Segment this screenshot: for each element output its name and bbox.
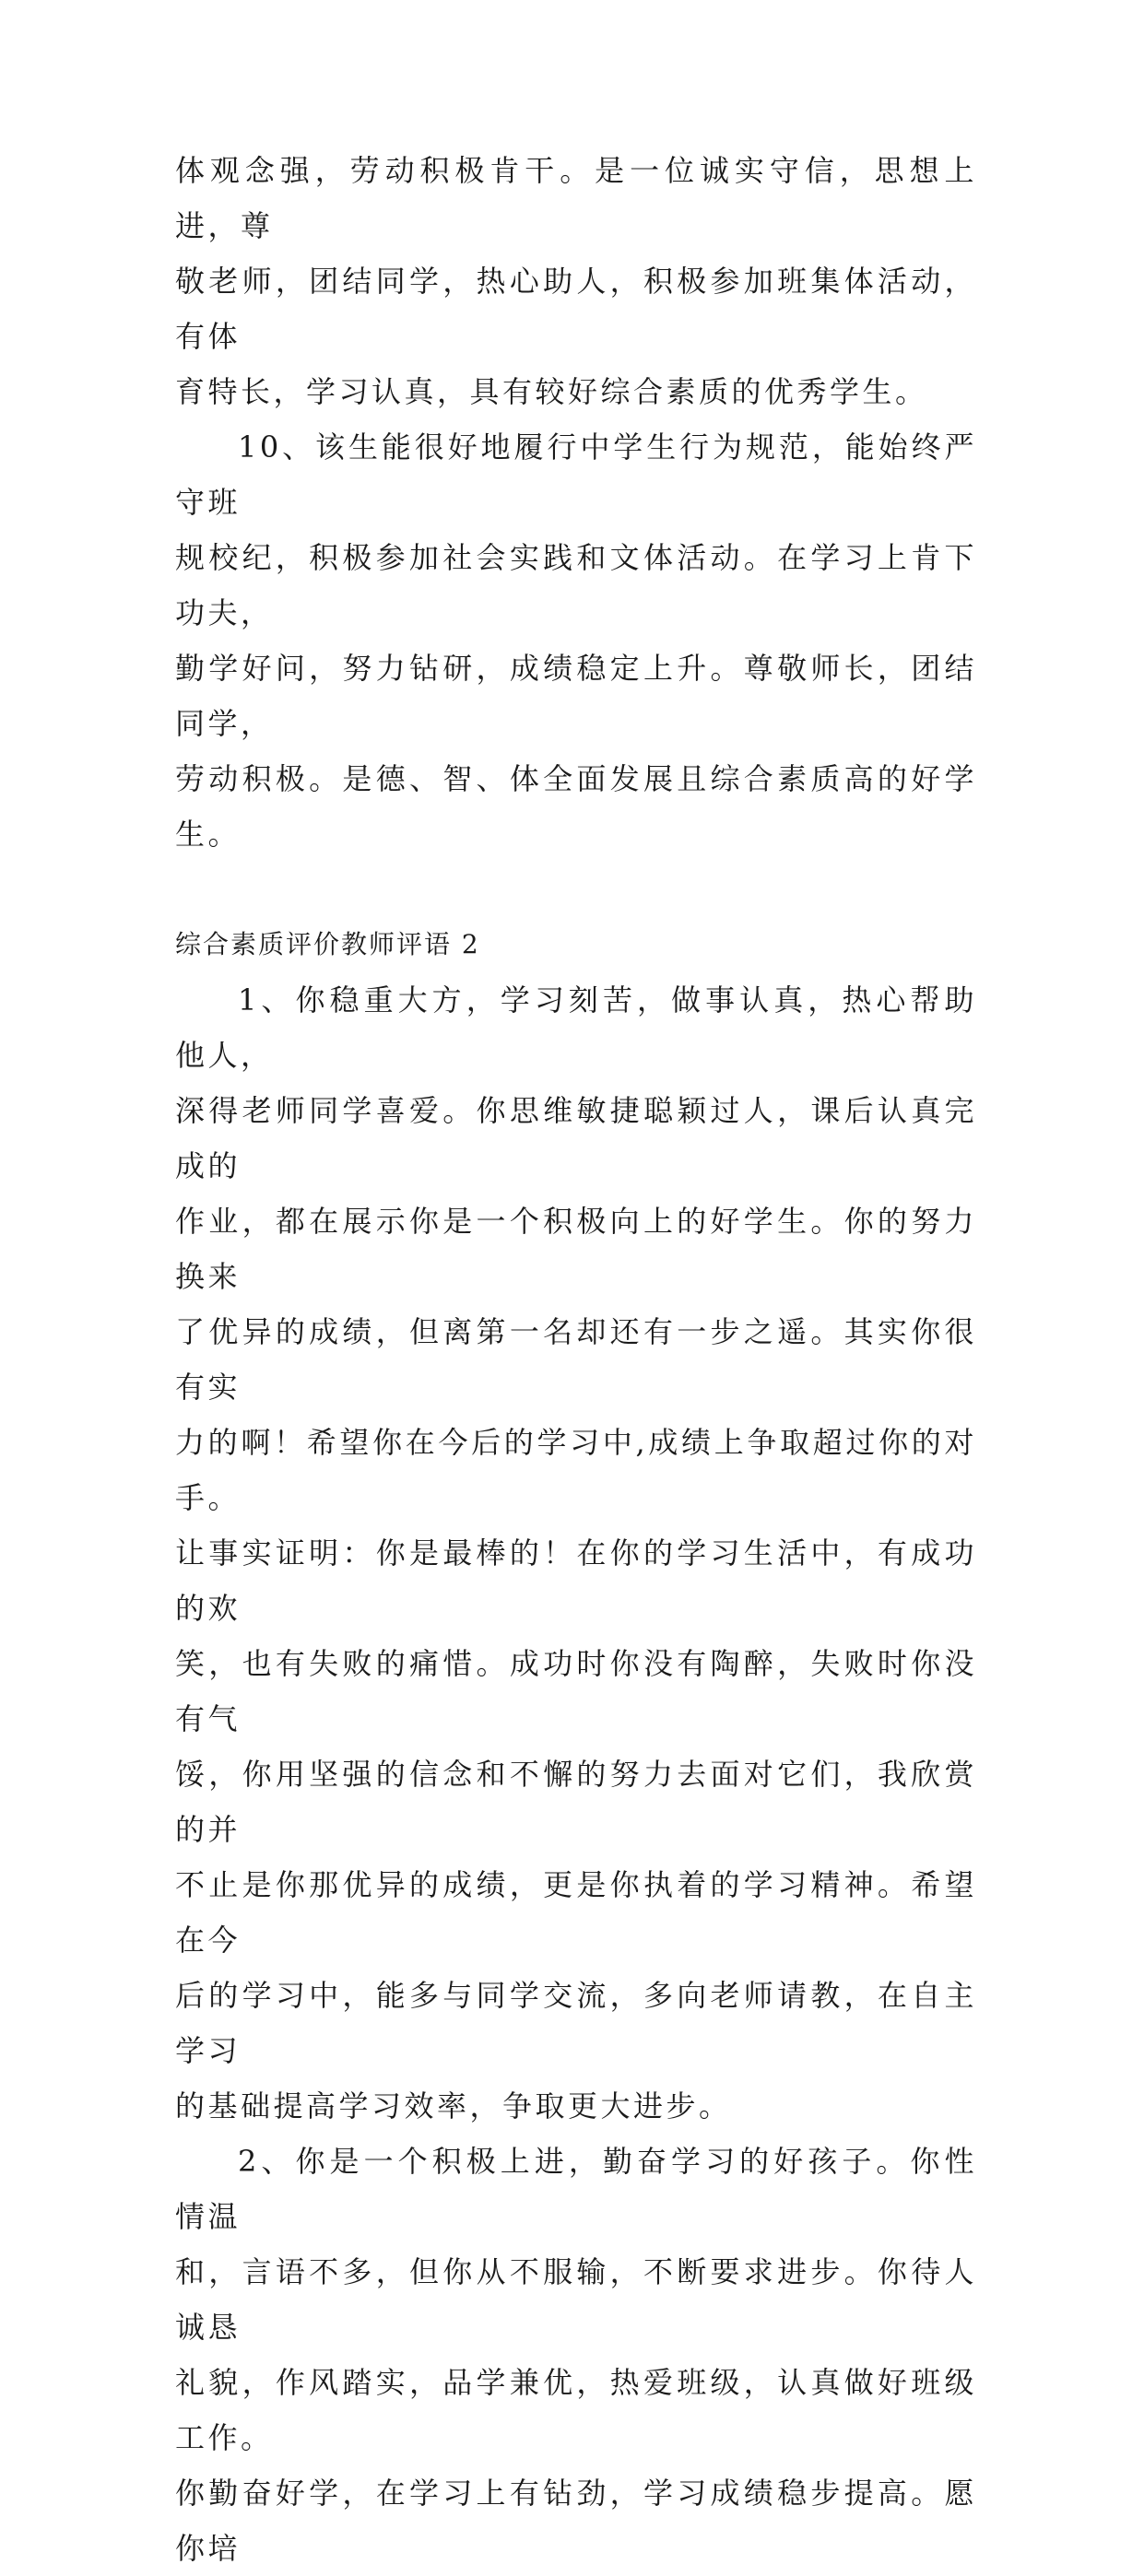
document-page [175, 143, 977, 2576]
section-heading: 综合素质评价教师评语 2 [175, 929, 480, 959]
paragraph-intro-continuation: 体观念强，劳动积极肯干。是一位诚实守信，思想上进，尊 敬老师，团结同学，热心助人，积极参加班集体活动，有体 育特长，学习认真，具有较好综合素质的优秀学生。 [175, 153, 977, 409]
paragraph-item-1: 1、你稳重大方，学习刻苦，做事认真，热心帮助他人， 深得老师同学喜爱。你思维敏捷聪颖过人，课后认真完成的 作业，都在展示你是一个积极向上的好学生。你的努力换来 了优异的成绩，但离第一名却还有一步之遥。其实你很有实 力的啊！希望你在今后的学习中,成绩上争取超过你的对手。 让事实证明：你是最棒的！在你的学习生活中，有成功的欢 笑，也有失败的痛惜。成功时你没有陶醉，失败时你没有气 馁，你用坚强的信念和不懈的努力去面对它们，我欣赏的并 不止是你那优异的成绩，更是你执着的学习精神。希望在今 后的学习中，能多与同学交流，多向老师请教，在自主学习 的基础提高学习效率，争取更大进步。 [175, 982, 977, 2123]
paragraph-item-2: 2、你是一个积极上进，勤奋学习的好孩子。你性情温 和，言语不多，但你从不服输，不断要求进步。你待人诚恳 礼貌，作风踏实，品学兼优，热爱班级，认真做好班级工作。 你勤奋好学，在学习上有钻劲，学习成绩稳步提高。愿你培 [175, 2144, 977, 2566]
paragraph-item-10: 10、该生能很好地履行中学生行为规范，能始终严守班 规校纪，积极参加社会实践和文体活动。在学习上肯下功夫， 勤学好问，努力钻研，成绩稳定上升。尊敬师长，团结同学， 劳动积极。是德、智、体全面发展且综合素质高的好学生。 [175, 429, 977, 852]
